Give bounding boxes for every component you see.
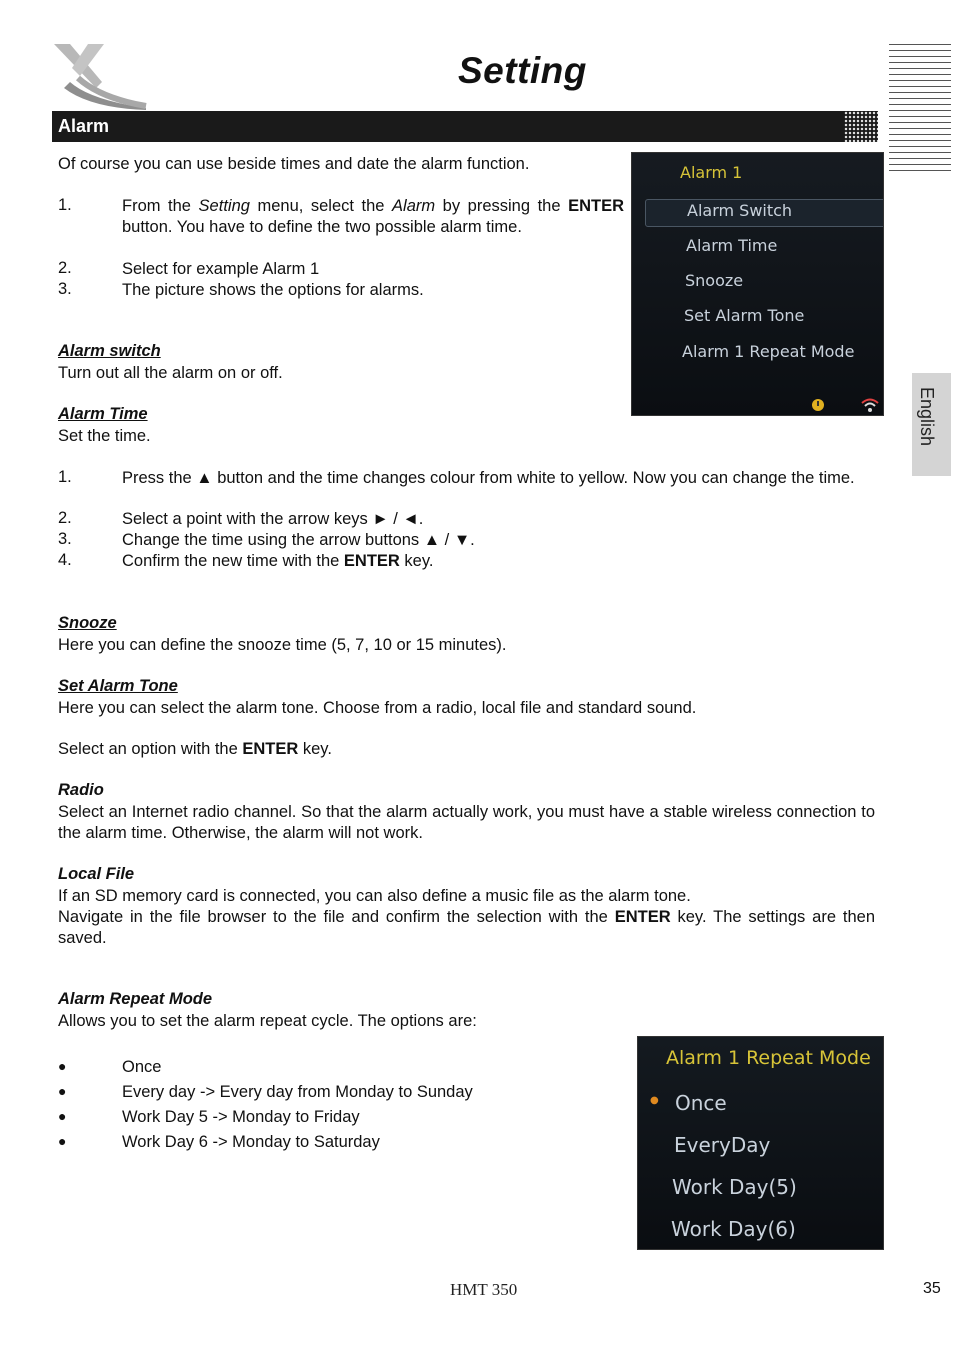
screen-title: Alarm 1 [680, 163, 743, 182]
screen-option: EveryDay [674, 1133, 771, 1157]
step-number: 3. [58, 530, 72, 548]
local-file-text-2: Navigate in the file browser to the file and confirm the selection with the ENTER key. The settings are then saved. [58, 908, 876, 947]
screen-menu-item: Alarm Switch [687, 201, 793, 220]
local-file-text: If an SD memory card is connected, you can also define a music file as the alarm tone. [58, 887, 691, 905]
radio-heading: Radio [58, 781, 104, 799]
section-bar [52, 111, 878, 142]
selected-dot-icon: ● [650, 1095, 659, 1106]
alarm-tone-text: Here you can select the alarm tone. Choose from a radio, local file and standard sound. [58, 699, 697, 717]
dot-pattern [844, 111, 884, 142]
wifi-icon [860, 397, 880, 413]
intro-text: Of course you can use beside times and date the alarm function. [58, 155, 530, 173]
xoro-logo [50, 42, 148, 110]
alarm-time-step: Change the time using the arrow buttons ▲ / ▼. [122, 531, 475, 549]
alarm-tone-heading: Set Alarm Tone [58, 677, 178, 695]
snooze-heading: Snooze [58, 614, 117, 632]
footer-model: HMT 350 [450, 1280, 518, 1299]
intro-step: Select for example Alarm 1 [122, 260, 320, 278]
repeat-mode-screenshot [637, 1036, 884, 1250]
step-number: 4. [58, 551, 72, 569]
screen-option: Work Day(6) [671, 1217, 796, 1241]
alarm-time-heading: Alarm Time [58, 405, 148, 423]
alarm-time-text: Set the time. [58, 427, 151, 445]
intro-step: From the Setting menu, select the Alarm by pressing the ENTER button. You have to define the two possible alarm time. [122, 197, 624, 236]
alarm-tone-select: Select an option with the ENTER key. [58, 740, 332, 758]
alarm-time-step: Confirm the new time with the ENTER key. [122, 552, 434, 570]
bullet-dot: ● [58, 1083, 67, 1099]
bullet-dot: ● [58, 1058, 67, 1074]
screen-menu-item: Set Alarm Tone [684, 306, 805, 325]
alarm-time-step: Select a point with the arrow keys ► / ◄. [122, 510, 424, 528]
screen-menu-item: Alarm 1 Repeat Mode [682, 342, 855, 361]
repeat-option: Work Day 6 -> Monday to Saturday [122, 1133, 380, 1151]
page-title: Setting [458, 50, 587, 91]
screen-option: Work Day(5) [672, 1175, 797, 1199]
step-number: 2. [58, 259, 72, 277]
local-file-heading: Local File [58, 865, 135, 883]
alarm-menu-screenshot [631, 152, 884, 416]
screen-title: Alarm 1 Repeat Mode [666, 1047, 871, 1069]
step-number: 2. [58, 509, 72, 527]
screen-menu-item: Alarm Time [686, 236, 778, 255]
screen-option: Once [675, 1091, 727, 1115]
step-number: 1. [58, 468, 72, 486]
repeat-mode-heading: Alarm Repeat Mode [58, 990, 213, 1008]
language-tab-label: English [917, 387, 937, 447]
language-tab [912, 373, 951, 476]
alarm-switch-text: Turn out all the alarm on or off. [58, 364, 283, 382]
bullet-dot: ● [58, 1133, 67, 1149]
repeat-option: Work Day 5 -> Monday to Friday [122, 1108, 360, 1126]
intro-step: The picture shows the options for alarms. [122, 281, 424, 299]
screen-menu-item: Snooze [685, 271, 744, 290]
bullet-dot: ● [58, 1108, 67, 1124]
radio-text: Select an Internet radio channel. So that the alarm actually work, you must have a stable wireless connection to the alarm time. Otherwise, the alarm will not work. [58, 803, 875, 842]
alarm-switch-heading: Alarm switch [58, 342, 161, 360]
page-number: 35 [923, 1280, 941, 1297]
snooze-text: Here you can define the snooze time (5, 7, 10 or 15 minutes). [58, 636, 507, 654]
decorative-stripes [889, 44, 951, 172]
alarm-time-step: Press the ▲ button and the time changes colour from white to yellow. Now you can change the time. [122, 469, 855, 487]
alarm-clock-icon [810, 395, 826, 413]
step-number: 3. [58, 280, 72, 298]
repeat-mode-text: Allows you to set the alarm repeat cycle. The options are: [58, 1012, 477, 1030]
section-title: Alarm [58, 116, 110, 136]
repeat-option: Once [122, 1058, 162, 1076]
step-number: 1. [58, 196, 72, 214]
repeat-option: Every day -> Every day from Monday to Sunday [122, 1083, 473, 1101]
